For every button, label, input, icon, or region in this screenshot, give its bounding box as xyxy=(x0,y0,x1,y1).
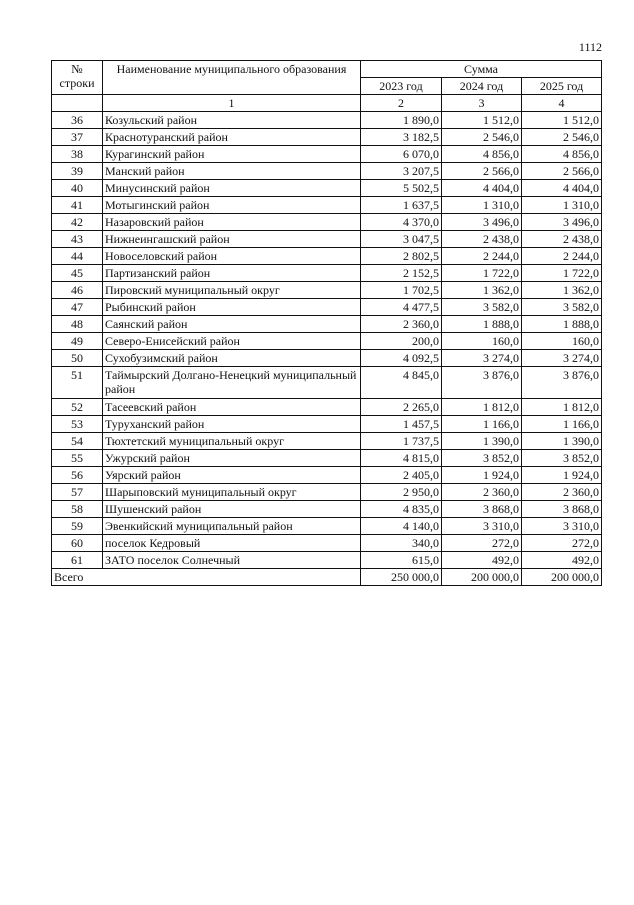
row-value-2025: 2 566,0 xyxy=(522,163,602,180)
row-number: 55 xyxy=(52,450,103,467)
row-name: Новоселовский район xyxy=(103,248,361,265)
row-name: Рыбинский район xyxy=(103,299,361,316)
row-value-2024: 3 582,0 xyxy=(442,299,522,316)
row-value-2025: 3 496,0 xyxy=(522,214,602,231)
row-value-2025: 1 888,0 xyxy=(522,316,602,333)
row-value-2024: 1 888,0 xyxy=(442,316,522,333)
row-value-2024: 4 856,0 xyxy=(442,146,522,163)
row-name: Мотыгинский район xyxy=(103,197,361,214)
table-row xyxy=(52,501,602,518)
row-value-2024: 1 924,0 xyxy=(442,467,522,484)
row-value-2025: 1 512,0 xyxy=(522,112,602,129)
row-value-2024: 1 390,0 xyxy=(442,433,522,450)
row-value-2023: 2 405,0 xyxy=(361,467,442,484)
row-number: 43 xyxy=(52,231,103,248)
table-row xyxy=(52,299,602,316)
row-number: 56 xyxy=(52,467,103,484)
row-number: 39 xyxy=(52,163,103,180)
row-value-2023: 1 702,5 xyxy=(361,282,442,299)
row-number: 57 xyxy=(52,484,103,501)
row-value-2025: 4 404,0 xyxy=(522,180,602,197)
table-row xyxy=(52,467,602,484)
row-name: Саянский район xyxy=(103,316,361,333)
row-value-2025: 272,0 xyxy=(522,535,602,552)
table-row xyxy=(52,180,602,197)
row-value-2025: 3 868,0 xyxy=(522,501,602,518)
table-row xyxy=(52,450,602,467)
row-value-2023: 4 845,0 xyxy=(361,367,442,399)
table-row xyxy=(52,214,602,231)
row-value-2023: 4 835,0 xyxy=(361,501,442,518)
row-value-2025: 1 362,0 xyxy=(522,282,602,299)
row-name: Туруханский район xyxy=(103,416,361,433)
row-number: 54 xyxy=(52,433,103,450)
row-number: 59 xyxy=(52,518,103,535)
row-number: 49 xyxy=(52,333,103,350)
row-name: Манский район xyxy=(103,163,361,180)
row-value-2023: 3 182,5 xyxy=(361,129,442,146)
row-value-2024: 492,0 xyxy=(442,552,522,569)
header-num-col: № строки xyxy=(52,61,103,95)
total-value-2023: 250 000,0 xyxy=(361,569,442,586)
table-row xyxy=(52,112,602,129)
total-value-2024: 200 000,0 xyxy=(442,569,522,586)
row-name: Уярский район xyxy=(103,467,361,484)
header-index-2: 2 xyxy=(361,95,442,112)
row-name: Козульский район xyxy=(103,112,361,129)
header-year-2023: 2023 год xyxy=(361,78,442,95)
row-value-2024: 2 244,0 xyxy=(442,248,522,265)
row-value-2024: 1 310,0 xyxy=(442,197,522,214)
row-name: Курагинский район xyxy=(103,146,361,163)
header-name-col: Наименование муниципального образования xyxy=(103,61,361,95)
table-body xyxy=(52,61,602,586)
table-row xyxy=(52,197,602,214)
row-value-2023: 200,0 xyxy=(361,333,442,350)
table-row xyxy=(52,535,602,552)
row-value-2024: 3 876,0 xyxy=(442,367,522,399)
row-value-2025: 3 310,0 xyxy=(522,518,602,535)
row-number: 61 xyxy=(52,552,103,569)
row-name: Таймырский Долгано-Ненецкий муниципальный район xyxy=(103,367,361,399)
row-value-2024: 3 852,0 xyxy=(442,450,522,467)
header-index-1: 1 xyxy=(103,95,361,112)
table-row xyxy=(52,316,602,333)
row-value-2025: 1 310,0 xyxy=(522,197,602,214)
row-name: Тюхтетский муниципальный округ xyxy=(103,433,361,450)
table-row xyxy=(52,129,602,146)
row-value-2024: 1 812,0 xyxy=(442,399,522,416)
row-value-2024: 160,0 xyxy=(442,333,522,350)
header-year-2025: 2025 год xyxy=(522,78,602,95)
row-name: Сухобузимский район xyxy=(103,350,361,367)
row-name: Шарыповский муниципальный округ xyxy=(103,484,361,501)
row-number: 50 xyxy=(52,350,103,367)
row-number: 41 xyxy=(52,197,103,214)
table-row xyxy=(52,399,602,416)
row-value-2024: 1 512,0 xyxy=(442,112,522,129)
header-index-4: 4 xyxy=(522,95,602,112)
row-name: Краснотуранский район xyxy=(103,129,361,146)
budget-table xyxy=(51,60,602,586)
table-row xyxy=(52,552,602,569)
row-value-2023: 2 802,5 xyxy=(361,248,442,265)
header-index-row xyxy=(52,95,602,112)
row-value-2023: 3 207,5 xyxy=(361,163,442,180)
row-value-2024: 2 438,0 xyxy=(442,231,522,248)
row-value-2023: 1 637,5 xyxy=(361,197,442,214)
table-row xyxy=(52,163,602,180)
row-value-2023: 2 360,0 xyxy=(361,316,442,333)
table-row xyxy=(52,265,602,282)
row-number: 47 xyxy=(52,299,103,316)
table-row xyxy=(52,484,602,501)
row-value-2023: 3 047,5 xyxy=(361,231,442,248)
row-value-2025: 160,0 xyxy=(522,333,602,350)
row-number: 58 xyxy=(52,501,103,518)
header-row xyxy=(52,61,602,78)
row-value-2023: 1 737,5 xyxy=(361,433,442,450)
row-value-2023: 2 265,0 xyxy=(361,399,442,416)
row-value-2025: 1 166,0 xyxy=(522,416,602,433)
row-name: Ужурский район xyxy=(103,450,361,467)
row-value-2024: 3 310,0 xyxy=(442,518,522,535)
row-value-2024: 3 868,0 xyxy=(442,501,522,518)
total-value-2025: 200 000,0 xyxy=(522,569,602,586)
row-value-2023: 615,0 xyxy=(361,552,442,569)
row-number: 60 xyxy=(52,535,103,552)
row-value-2023: 340,0 xyxy=(361,535,442,552)
row-number: 37 xyxy=(52,129,103,146)
row-value-2025: 2 360,0 xyxy=(522,484,602,501)
header-sum-col: Сумма xyxy=(361,61,602,78)
table-row xyxy=(52,282,602,299)
table-row xyxy=(52,333,602,350)
row-value-2025: 2 244,0 xyxy=(522,248,602,265)
row-name: Эвенкийский муниципальный район xyxy=(103,518,361,535)
row-number: 36 xyxy=(52,112,103,129)
row-value-2025: 1 722,0 xyxy=(522,265,602,282)
row-value-2025: 1 812,0 xyxy=(522,399,602,416)
row-value-2023: 4 140,0 xyxy=(361,518,442,535)
row-value-2024: 1 166,0 xyxy=(442,416,522,433)
row-value-2023: 1 457,5 xyxy=(361,416,442,433)
row-number: 48 xyxy=(52,316,103,333)
row-number: 51 xyxy=(52,367,103,399)
row-value-2025: 3 274,0 xyxy=(522,350,602,367)
row-value-2023: 4 815,0 xyxy=(361,450,442,467)
row-value-2025: 1 390,0 xyxy=(522,433,602,450)
row-name: поселок Кедровый xyxy=(103,535,361,552)
row-name: ЗАТО поселок Солнечный xyxy=(103,552,361,569)
row-number: 53 xyxy=(52,416,103,433)
row-value-2025: 3 582,0 xyxy=(522,299,602,316)
row-value-2023: 1 890,0 xyxy=(361,112,442,129)
row-value-2024: 3 274,0 xyxy=(442,350,522,367)
header-index-empty xyxy=(52,95,103,112)
row-number: 46 xyxy=(52,282,103,299)
row-value-2025: 4 856,0 xyxy=(522,146,602,163)
table-row xyxy=(52,248,602,265)
row-name: Партизанский район xyxy=(103,265,361,282)
row-name: Северо-Енисейский район xyxy=(103,333,361,350)
row-number: 52 xyxy=(52,399,103,416)
row-name: Пировский муниципальный округ xyxy=(103,282,361,299)
row-value-2025: 3 852,0 xyxy=(522,450,602,467)
row-name: Шушенский район xyxy=(103,501,361,518)
row-value-2023: 4 370,0 xyxy=(361,214,442,231)
row-value-2024: 1 722,0 xyxy=(442,265,522,282)
table-row xyxy=(52,433,602,450)
row-name: Тасеевский район xyxy=(103,399,361,416)
row-value-2023: 2 152,5 xyxy=(361,265,442,282)
row-value-2024: 4 404,0 xyxy=(442,180,522,197)
row-name: Назаровский район xyxy=(103,214,361,231)
total-row xyxy=(52,569,602,586)
row-value-2025: 2 438,0 xyxy=(522,231,602,248)
table-row xyxy=(52,518,602,535)
page-number: 1112 xyxy=(578,40,602,54)
table-row xyxy=(52,367,602,399)
row-value-2023: 2 950,0 xyxy=(361,484,442,501)
row-number: 38 xyxy=(52,146,103,163)
row-value-2024: 2 546,0 xyxy=(442,129,522,146)
row-value-2025: 492,0 xyxy=(522,552,602,569)
row-value-2024: 2 566,0 xyxy=(442,163,522,180)
row-value-2023: 4 477,5 xyxy=(361,299,442,316)
row-number: 40 xyxy=(52,180,103,197)
row-value-2024: 272,0 xyxy=(442,535,522,552)
row-number: 45 xyxy=(52,265,103,282)
table-row xyxy=(52,416,602,433)
row-value-2023: 5 502,5 xyxy=(361,180,442,197)
table-row xyxy=(52,146,602,163)
table-row xyxy=(52,231,602,248)
header-index-3: 3 xyxy=(442,95,522,112)
row-value-2023: 6 070,0 xyxy=(361,146,442,163)
row-value-2025: 3 876,0 xyxy=(522,367,602,399)
row-value-2024: 2 360,0 xyxy=(442,484,522,501)
row-value-2025: 1 924,0 xyxy=(522,467,602,484)
table-row xyxy=(52,350,602,367)
row-value-2023: 4 092,5 xyxy=(361,350,442,367)
row-name: Нижнеингашский район xyxy=(103,231,361,248)
row-value-2024: 3 496,0 xyxy=(442,214,522,231)
row-number: 42 xyxy=(52,214,103,231)
row-name: Минусинский район xyxy=(103,180,361,197)
total-label: Всего xyxy=(52,569,361,586)
row-value-2024: 1 362,0 xyxy=(442,282,522,299)
row-value-2025: 2 546,0 xyxy=(522,129,602,146)
row-number: 44 xyxy=(52,248,103,265)
header-year-2024: 2024 год xyxy=(442,78,522,95)
